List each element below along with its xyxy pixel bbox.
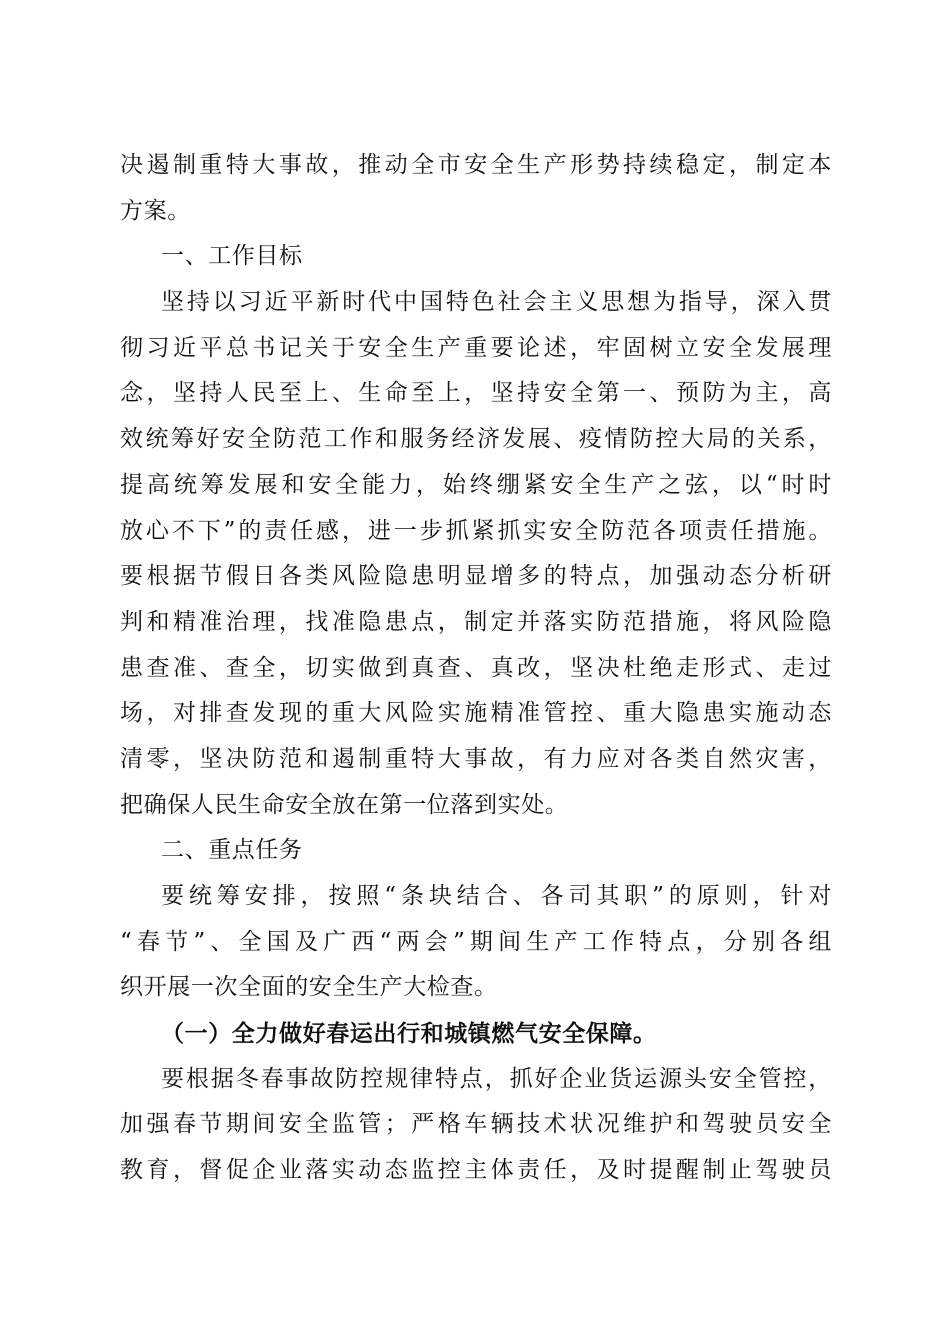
section-heading: 一、工作目标 [161, 243, 303, 270]
paragraph-line: 教育，督促企业落实动态监控主体责任，及时提醒制止驾驶员 [120, 1157, 832, 1184]
paragraph-line: 要根据节假日各类风险隐患明显增多的特点，加强动态分析研 [120, 563, 832, 590]
paragraph-line: 放心不下”的责任感，进一步抓紧抓实安全防范各项责任措施。 [120, 517, 832, 544]
paragraph-line: 场，对排查发现的重大风险实施精准管控、重大隐患实施动态 [120, 700, 832, 727]
paragraph-line: 提高统筹发展和安全能力，始终绷紧安全生产之弦，以“时时 [120, 471, 832, 498]
paragraph-line: 把确保人民生命安全放在第一位落到实处。 [120, 791, 569, 818]
paragraph-line: 要根据冬春事故防控规律特点，抓好企业货运源头安全管控， [161, 1065, 832, 1092]
paragraph-line: 念，坚持人民至上、生命至上，坚持安全第一、预防为主，高 [120, 380, 832, 407]
paragraph-line: 方案。 [120, 197, 191, 224]
paragraph-line: “春节”、全国及广西“两会”期间生产工作特点，分别各组 [120, 928, 832, 955]
paragraph-line: 判和精准治理，找准隐患点，制定并落实防范措施，将风险隐 [120, 608, 832, 635]
paragraph-line: 患查准、查全，切实做到真查、真改，坚决杜绝走形式、走过 [120, 654, 832, 681]
paragraph-line: 效统筹好安全防范工作和服务经济发展、疫情防控大局的关系， [120, 426, 832, 453]
paragraph-line: 要统筹安排，按照“条块结合、各司其职”的原则，针对 [161, 883, 832, 909]
section-heading: 二、重点任务 [161, 837, 303, 864]
paragraph-line: 织开展一次全面的安全生产大检查。 [120, 974, 498, 1001]
subsection-heading: （一）全力做好春运出行和城镇燃气安全保障。 [161, 1020, 657, 1048]
paragraph-line: 彻习近平总书记关于安全生产重要论述，牢固树立安全发展理 [120, 334, 832, 361]
paragraph-line: 加强春节期间安全监管；严格车辆技术状况维护和驾驶员安全 [120, 1111, 832, 1138]
document-body [120, 143, 832, 1194]
paragraph-line: 坚持以习近平新时代中国特色社会主义思想为指导，深入贯 [161, 289, 832, 316]
paragraph-line: 清零，坚决防范和遏制重特大事故，有力应对各类自然灾害， [120, 745, 832, 772]
paragraph-line: 决遏制重特大事故，推动全市安全生产形势持续稳定，制定本 [120, 152, 832, 178]
